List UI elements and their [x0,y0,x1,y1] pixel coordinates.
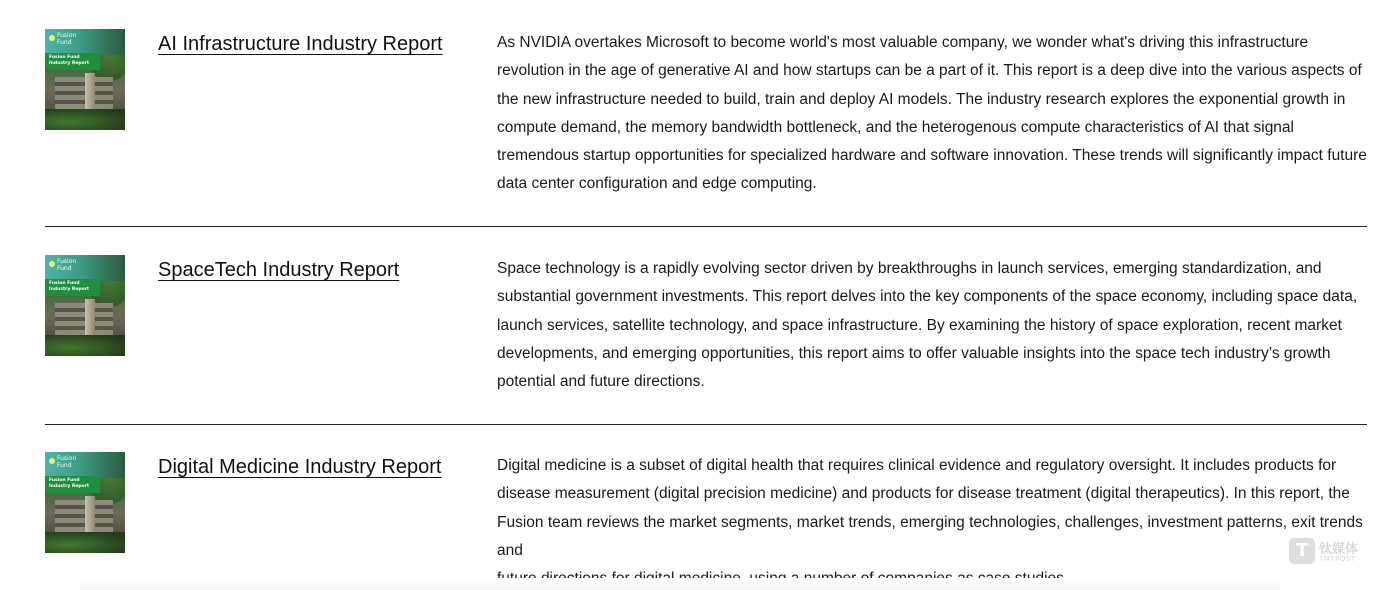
bottom-fade [80,578,1280,590]
report-title-link[interactable]: Digital Medicine Industry Report [158,456,442,478]
cover-label-text: Fusion Fund Industry Report [49,55,90,66]
fusion-logo-icon [49,35,55,41]
report-description: As NVIDIA overtakes Microsoft to become world's most valuable company, we wonder what's driving this infrastructure revolution in the age of generative AI and how startups can be a part of it. This report is a deep dive into the various aspects of the new infrastructure needed to build, train and deploy AI models. The industry research explores the exponential growth in compute demand, the memory bandwidth bottleneck, and the heterogenous compute characteristics of AI that signal tremendous startup opportunities for specialized hardware and software innovation. These trends will significantly impact future data center configuration and edge computing. [497,34,1367,193]
report-cover-image[interactable] [45,29,125,130]
report-title-link[interactable]: SpaceTech Industry Report [158,259,400,281]
cover-logo-text: Fusion Fund [57,32,77,46]
watermark-glyph: T [1296,540,1309,561]
cover-label-text: Fusion Fund Industry Report [49,478,90,489]
report-description: Digital medicine is a subset of digital health that requires clinical evidence and regulatory oversight. It includes products for disease measurement (digital precision medicine) and products for disease treatment (digital therapeutics). In this report, the Fusion team reviews the market segments, market trends, emerging technologies, challenges, investment patterns, exit trends and [497,457,1363,559]
report-cover-image[interactable] [45,255,125,356]
section-divider [45,226,1367,227]
watermark-en-text: TMTPOST [1319,555,1356,563]
tmtpost-watermark [1289,538,1365,566]
cover-logo-text: Fusion Fund [57,258,77,272]
fusion-logo-icon [49,458,55,464]
cover-logo-text: Fusion Fund [57,455,77,469]
cover-shrub [45,532,125,553]
fusion-logo-icon [49,261,55,267]
cover-shrub [45,335,125,356]
cover-shrub [45,109,125,130]
cover-label-text: Fusion Fund Industry Report [49,281,90,292]
section-divider [45,424,1367,425]
report-cover-image[interactable] [45,452,125,553]
report-title-link[interactable]: AI Infrastructure Industry Report [158,33,443,55]
watermark-cn-text: 钛媒体 [1319,542,1359,557]
report-description: Space technology is a rapidly evolving sector driven by breakthroughs in launch services, emerging standardization, and substantial government investments. This report delves into the key components of the space economy, including space data, launch services, satellite technology, and space infrastructure. By examining the history of space exploration, recent market developments, and emerging opportunities, this report aims to offer valuable insights into the space tech industry’s growth potential and future directions. [497,260,1358,391]
